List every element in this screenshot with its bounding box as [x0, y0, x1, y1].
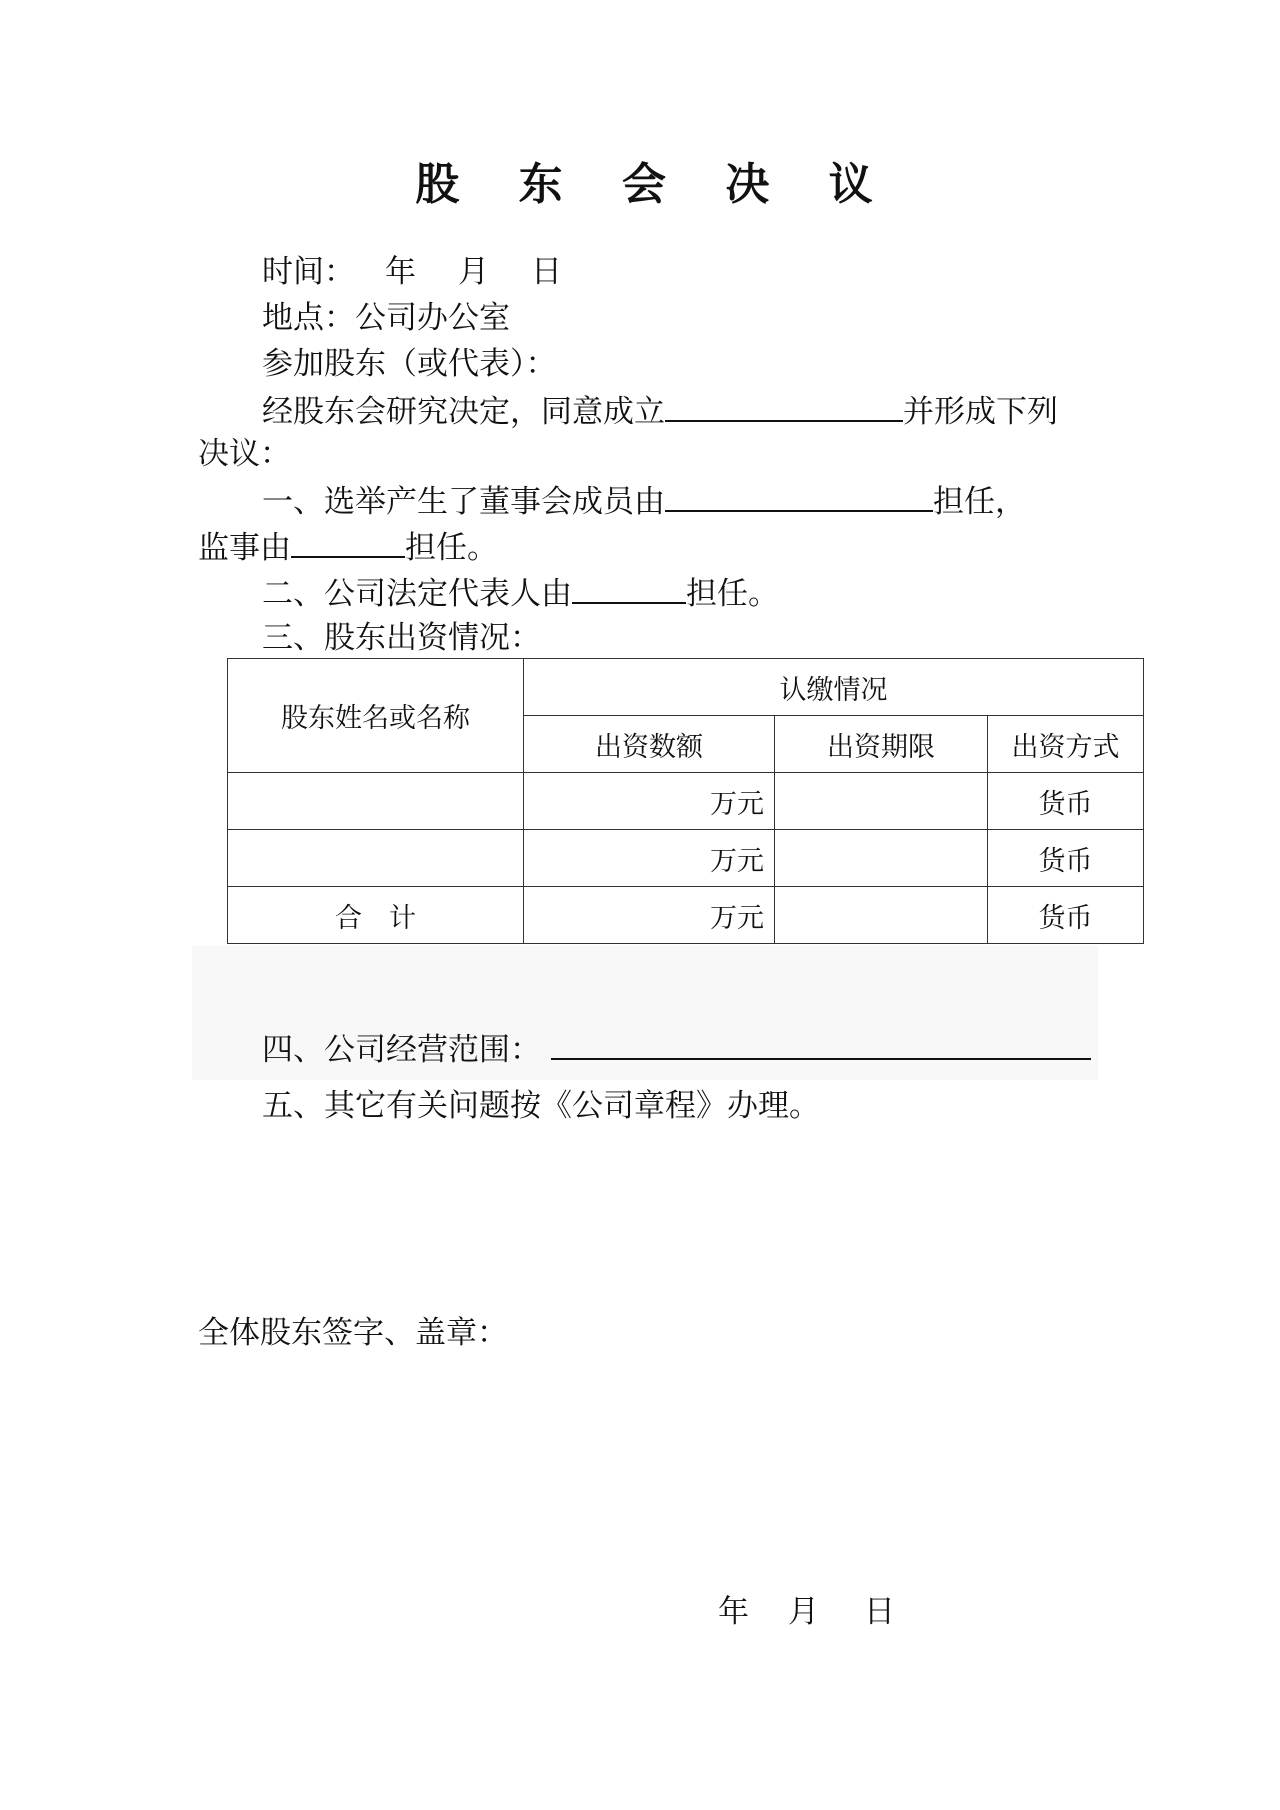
cell-amount[interactable]: 万元 [524, 887, 775, 944]
header-amount: 出资数额 [524, 716, 775, 773]
sign-year: 年 [718, 1594, 749, 1630]
header-method: 出资方式 [988, 716, 1144, 773]
signature-label: 全体股东签字、盖章： [198, 1315, 508, 1351]
meeting-time [262, 252, 562, 292]
item-2-text: 二、公司法定代表人由 [262, 576, 572, 612]
header-shareholder-name: 股东姓名或名称 [228, 659, 524, 773]
time-label: 时间： [262, 254, 355, 290]
item-2 [262, 572, 779, 614]
meeting-location: 地点：公司办公室 [262, 300, 510, 336]
header-term: 出资期限 [775, 716, 988, 773]
supervisor-text-2: 担任。 [405, 530, 498, 566]
decision-intro-text: 经股东会研究决定，同意成立 [262, 394, 665, 430]
item-1-supervisor [198, 526, 498, 568]
item-4-text: 四、公司经营范围： [262, 1032, 541, 1068]
cell-method: 货币 [988, 830, 1144, 887]
business-scope-blank[interactable] [551, 1028, 1091, 1060]
company-name-blank[interactable] [665, 390, 903, 422]
cell-total-label: 合 计 [228, 887, 524, 944]
item-1-text: 一、选举产生了董事会成员由 [262, 484, 665, 520]
cell-term[interactable] [775, 887, 988, 944]
legal-rep-blank[interactable] [572, 572, 686, 604]
item-1 [262, 480, 1026, 522]
time-year: 年 [385, 254, 416, 290]
cell-term[interactable] [775, 773, 988, 830]
cell-term[interactable] [775, 830, 988, 887]
supervisor-blank[interactable] [291, 526, 405, 558]
cell-amount[interactable]: 万元 [524, 773, 775, 830]
time-day: 日 [531, 254, 562, 290]
item-1-text-2: 担任， [933, 484, 1026, 520]
table-row [228, 830, 1144, 887]
board-members-blank[interactable] [665, 480, 933, 512]
table-row-total [228, 887, 1144, 944]
time-month: 月 [458, 254, 489, 290]
decision-intro-text-2: 并形成下列 [903, 394, 1058, 430]
table-row [228, 773, 1144, 830]
cell-name[interactable] [228, 773, 524, 830]
capital-contribution-table [227, 658, 1144, 944]
cell-method: 货币 [988, 887, 1144, 944]
cell-name[interactable] [228, 830, 524, 887]
header-subscription: 认缴情况 [524, 659, 1144, 716]
sign-day: 日 [864, 1594, 895, 1630]
cell-method: 货币 [988, 773, 1144, 830]
cell-amount[interactable]: 万元 [524, 830, 775, 887]
decision-label: 决议： [198, 436, 291, 472]
decision-intro [262, 390, 1058, 432]
page-title: 股 东 会 决 议 [415, 159, 895, 210]
item-5: 五、其它有关问题按《公司章程》办理。 [262, 1088, 820, 1124]
item-4 [262, 1028, 1091, 1070]
supervisor-text: 监事由 [198, 530, 291, 566]
attendees: 参加股东（或代表）： [262, 346, 557, 382]
item-3: 三、股东出资情况： [262, 620, 541, 656]
item-2-text-2: 担任。 [686, 576, 779, 612]
sign-month: 月 [788, 1594, 819, 1630]
